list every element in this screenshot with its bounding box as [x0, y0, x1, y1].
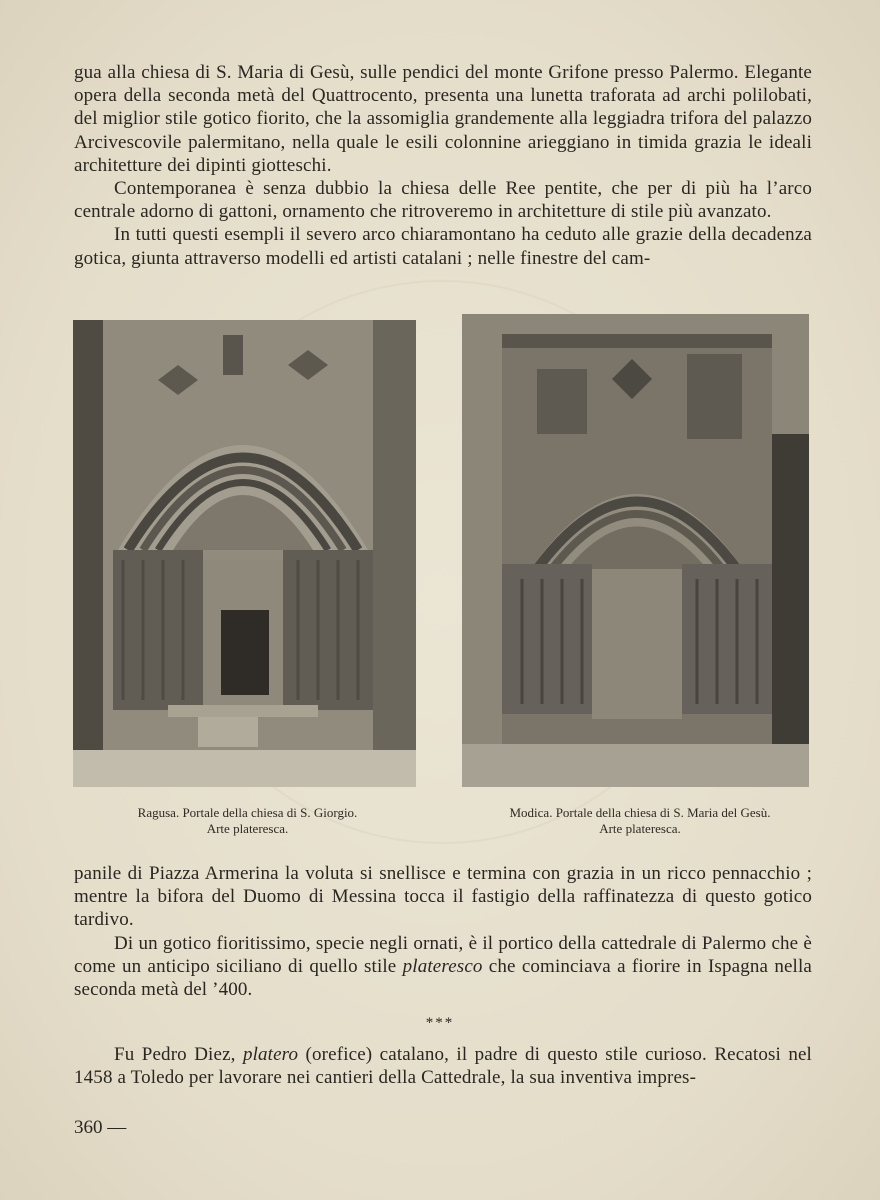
- paragraph: gua alla chiesa di S. Maria di Gesù, sulle pendici del monte Grifone presso Palermo. Elegante opera della seconda metà del Quattrocento, presenta una lunetta traforata ad archi polilobati, del miglior stile gotico fiorito, che la assomiglia grandemente alla leggiadra trifora del palazzo Arcivescovile palermitano, nella quale le esili colonnine arieggiano in timida grazia le ideali architetture dei dipinti giotteschi.: [74, 62, 812, 176]
- italic-term: plateresco: [402, 955, 483, 977]
- caption-line: Arte plateresca.: [599, 821, 681, 836]
- text-block-bottom: [74, 862, 812, 1001]
- caption-line: Arte plateresca.: [206, 821, 289, 836]
- text-run: (orefice) catalano, il padre di questo stile curioso. Recatosi nel 1458 a Toledo per lavorare nei cantieri della Cattedrale, la sua inventiva impres-: [74, 1044, 812, 1089]
- paragraph: In tutti questi esempli il severo arco chiaramontano ha ceduto alle grazie della decadenza gotica, giunta attraverso modelli ed artisti catalani ; nelle finestre del cam-: [74, 224, 812, 269]
- section-separator: ***: [425, 1015, 455, 1031]
- paragraph: panile di Piazza Armerina la voluta si snellisce e termina con grazia in un ricco pennacchio ; mentre la bifora del Duomo di Messina tocca il fastigio della raffinatezza di questo gotico tardivo.: [74, 863, 812, 931]
- text-run: Di un gotico fioritissimo, specie negli ornati, è il portico della cattedrale di Palermo che è come un anticipo siciliano di quello stile: [74, 932, 812, 977]
- text-run: Fu Pedro Diez,: [114, 1044, 243, 1065]
- paragraph: [74, 1043, 812, 1089]
- text-run: che cominciava a fiorire in Ispagna nella seconda metà del ’400.: [74, 955, 812, 1001]
- page-number: 360 —: [74, 1117, 127, 1138]
- photo-ragusa-portal: [73, 320, 416, 787]
- text-block-top: [74, 61, 812, 270]
- paragraph: [74, 932, 812, 1002]
- caption-line: Modica. Portale della chiesa di S. Maria del Gesù.: [509, 805, 771, 820]
- figure-caption: [95, 805, 400, 837]
- text-block-final: [74, 1043, 812, 1089]
- figure-caption: [470, 805, 810, 837]
- photo-modica-portal: [462, 314, 809, 787]
- paragraph: Contemporanea è senza dubbio la chiesa delle Ree pentite, che per di più ha l’arco centrale adorno di gattoni, ornamento che ritroveremo in architetture di stile più avanzato.: [74, 178, 812, 223]
- caption-line: Ragusa. Portale della chiesa di S. Giorgio.: [137, 805, 358, 820]
- italic-term: platero: [242, 1044, 299, 1065]
